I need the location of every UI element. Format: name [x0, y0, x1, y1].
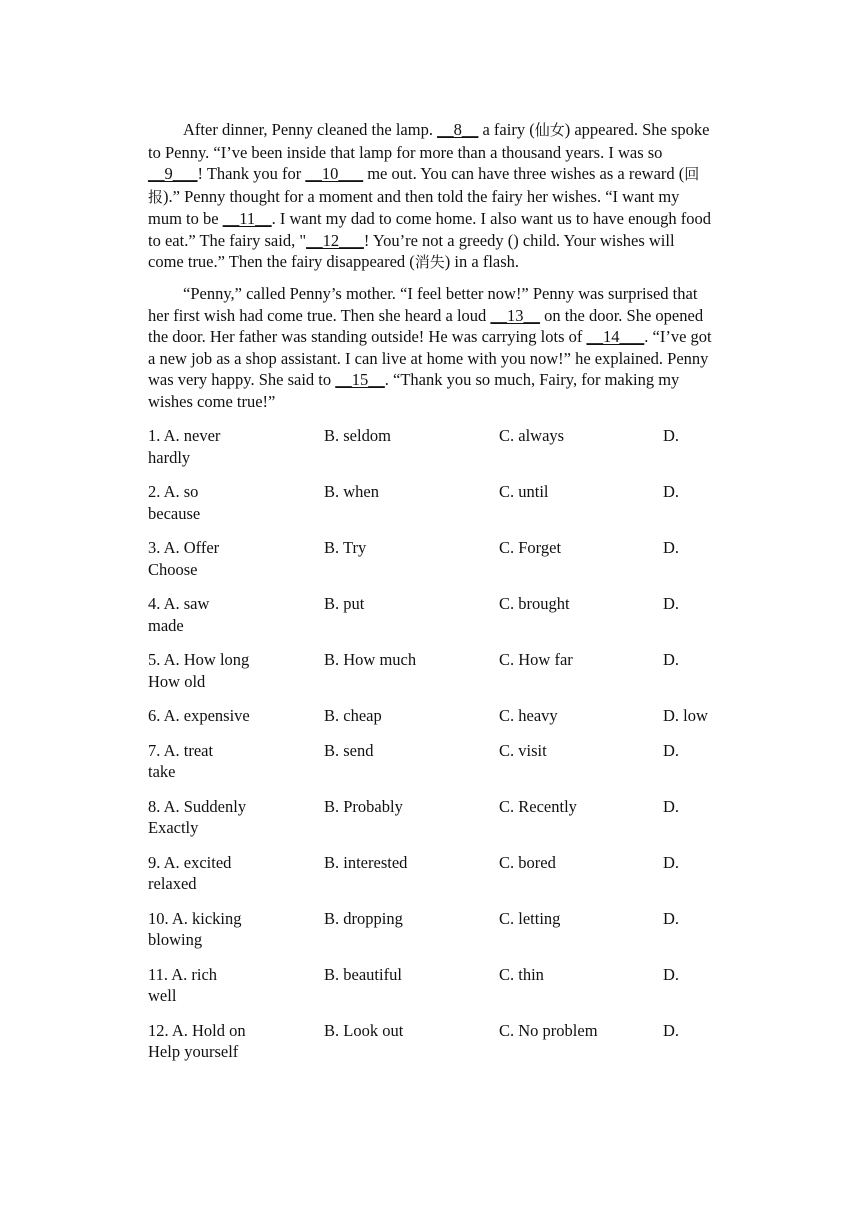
option-c: C. thin [499, 964, 544, 984]
question-row [148, 481, 728, 537]
option-d-text: because [148, 503, 201, 523]
option-c: C. always [499, 426, 565, 445]
option-c: C. No problem [499, 1020, 598, 1040]
answer-blank: __12___ [306, 230, 364, 250]
answer-blank: __10___ [305, 164, 364, 183]
option-d: D. [663, 594, 680, 613]
question-row [148, 649, 728, 705]
answer-blank: __9___ [148, 164, 198, 183]
option-a: 1. A. never [148, 426, 221, 445]
option-a: 10. A. kicking [148, 908, 242, 928]
option-b: B. when [324, 482, 379, 501]
option-c: C. until [499, 482, 549, 501]
question-row [148, 796, 728, 852]
chinese-gloss: 仙女 [534, 121, 565, 139]
option-d: D. [663, 852, 680, 872]
option-d: D. [663, 796, 680, 816]
chinese-gloss: 消失 [414, 253, 445, 271]
option-a: 4. A. saw [148, 594, 210, 613]
option-b: B. beautiful [324, 964, 402, 984]
option-c: C. Recently [499, 796, 577, 816]
answer-blank: __14___ [586, 327, 645, 346]
option-d: D. [663, 482, 680, 501]
question-row [148, 425, 728, 481]
option-d-text: well [148, 986, 177, 1005]
passage-text: me out. You can have three wishes as a reward ( [363, 164, 685, 183]
option-a: 6. A. expensive [148, 706, 250, 725]
passage-text: ).” Penny thought for a moment and then told the fairy her wishes. “I want my mum to be [148, 186, 680, 228]
option-d-text: relaxed [148, 874, 197, 893]
passage-text: a fairy ( [478, 120, 535, 139]
option-d-text: take [148, 762, 176, 781]
passage-text: “Penny,” called Penny’s mother. “I feel better now!” Penny was surprised that her first wish had come true. Then she heard a loud [148, 284, 698, 325]
question-row [148, 740, 728, 796]
option-c: C. visit [499, 740, 547, 760]
option-b: B. Probably [324, 796, 403, 816]
option-b: B. interested [324, 852, 408, 872]
option-a: 11. A. rich [148, 964, 218, 984]
option-a: 3. A. Offer [148, 538, 220, 557]
option-b: B. cheap [324, 706, 382, 725]
option-d: D. low [663, 706, 708, 725]
passage-text: on the door. She opened the door. Her father was standing outside! He was carrying lots of [148, 305, 704, 346]
answer-blank: __8__ [437, 120, 479, 139]
option-d-text: blowing [148, 930, 203, 949]
passage-text: . “I’ve got a new job as a shop assistant. I can live at home with you now!” he explained. Penny was very happy. She said to [148, 327, 712, 389]
passage-paragraph-1 [148, 119, 713, 274]
option-b: B. Try [324, 538, 367, 557]
option-d: D. [663, 650, 680, 669]
option-b: B. How much [324, 650, 417, 669]
option-d-text: How old [148, 671, 206, 691]
option-a: 2. A. so [148, 482, 199, 501]
passage-text: . “Thank you so much, Fairy, for making my wishes come true!” [148, 370, 680, 411]
option-a: 9. A. excited [148, 852, 232, 872]
option-b: B. Look out [324, 1020, 404, 1040]
chinese-gloss: 回报 [148, 165, 700, 206]
option-d: D. [663, 1020, 680, 1040]
passage-text: . I want my dad to come home. I also want us to have enough food to eat.” The fairy said, " [148, 209, 712, 250]
option-a: 7. A. treat [148, 740, 214, 760]
passage-text: ) appeared. She spoke to Penny. “I’ve been inside that lamp for more than a thousand years. I was so [148, 120, 710, 162]
question-row [148, 852, 728, 908]
question-row [148, 705, 728, 740]
option-b: B. put [324, 594, 365, 613]
passage-paragraph-2 [148, 283, 713, 412]
option-a: 8. A. Suddenly [148, 796, 247, 816]
option-b: B. dropping [324, 908, 403, 928]
option-c: C. How far [499, 650, 573, 669]
option-c: C. heavy [499, 706, 558, 725]
option-d-text: hardly [148, 447, 191, 467]
question-row [148, 964, 728, 1020]
option-d-text: Exactly [148, 818, 199, 837]
option-d: D. [663, 740, 680, 760]
answer-blank: __15__ [335, 370, 385, 389]
option-b: B. send [324, 740, 374, 760]
option-d: D. [663, 538, 680, 557]
option-d: D. [663, 908, 680, 928]
option-d: D. [663, 964, 680, 984]
passage-text: ! Thank you for [197, 164, 306, 183]
answer-blank: __11__ [222, 209, 272, 228]
option-d-text: Choose [148, 559, 198, 579]
option-b: B. seldom [324, 426, 391, 445]
option-c: C. bored [499, 852, 556, 872]
passage-text: After dinner, Penny cleaned the lamp. [183, 120, 438, 139]
option-c: C. Forget [499, 538, 562, 557]
question-row [148, 537, 728, 593]
option-c: C. brought [499, 594, 570, 613]
option-d: D. [663, 426, 680, 445]
passage-text: ! You’re not a greedy () child. Your wishes will come true.” Then the fairy disappeared ( [148, 230, 675, 271]
option-d-text: made [148, 615, 184, 635]
question-options-list [148, 425, 728, 1076]
question-row [148, 593, 728, 649]
option-a: 12. A. Hold on [148, 1020, 246, 1040]
passage-text: ) in a flash. [444, 252, 520, 271]
question-row [148, 908, 728, 964]
option-c: C. letting [499, 908, 561, 928]
option-d-text: Help yourself [148, 1042, 239, 1061]
question-row [148, 1020, 728, 1076]
option-a: 5. A. How long [148, 650, 250, 669]
answer-blank: __13__ [490, 305, 540, 325]
